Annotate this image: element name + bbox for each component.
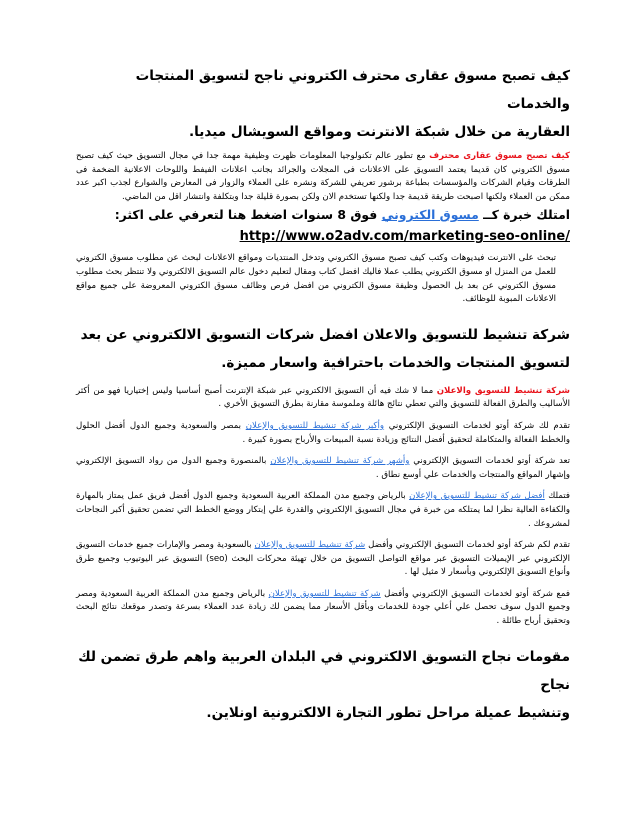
company-paragraph-6 [76,588,570,629]
experience-url[interactable] [76,226,570,248]
company-paragraph-2 [76,420,570,447]
paragraph-text: بالرياض وجميع مدن المملكة العربية السعودية وجميع الدول أفضل فريق عمل يمتاز بالمهارة والكفاءة العالية نظرا لما يمتلكه من خبرة في مجال التسويق الإلكتروني والقدرة علي إبتكار ووضع الخطط التي تضمن تحقيق أكبر النجاحات لمشروعك . [76,491,570,529]
company-paragraph-1 [76,385,570,412]
paragraph-text: بالمنصورة وجميع الدول من رواد التسويق الإلكتروني وإشهار المواقع والمنتجات والخدمات علي أوسع نطاق . [76,456,570,480]
company-link-2[interactable]: وأكبر شركة تنشيط للتسويق والإعلان [245,420,385,431]
intro-text: مع تطور عالم تكنولوجيا المعلومات ظهرت وظيفية مهمة جدا في مجال التسويق حيث كيف تصبح مسوق الكتروني كان قديما يعتمد التسويق على الاعلانات فى المجلات والجرائد بجانب اعلانات الفيفط واللوحات الاعلانية الضخمة فى الطرقات وقيام الشركات والمؤسسات بطباعة برشور تعريفي للشركة ونشره على العملاء والزوار فى المعارض والشوارع لجذب اكبر عدد ممكن من العملاء ولكنها اصبحت طريقة قديمة جدا ولكنها تستخدم الان ولكن بصورة قليلة جدا وبتكلفة وانتشار اقل من الماضي. [76,151,570,202]
experience-paragraph: تبحث على الانترنت فيديوهات وكتب كيف تصبح مسوق الكتروني وتدخل المنتديات ومواقع الاعلانات لبحث عن مطلوب مسوق الكتروني للعمل من المنزل او مسوق الكتروني يطلب عملا فاليك افضل كتاب ومقال لتعليم دخول عالم التسويق الالكتروني ولا تنتظر بحث مطلوب مسوق الكتروني عن بعد بل الحصول وظيفة مسوق الكتروني من افضل فرص وظائف مسوق الكتروني المعروضة على جميع مواقع الاعلانات المبوبة للوظائف. [76,253,556,305]
intro-paragraph [76,150,570,204]
company-lead: شركة تنشيط للتسويق والاعلان [436,385,571,396]
paragraph-text: تقدم لكم شركة أوتو لخدمات التسويق الإلكتروني وأفضل [365,540,570,551]
intro-lead: كيف تصبح مسوق عقارى محترف [429,151,570,161]
company-paragraph-3 [76,455,570,482]
experience-heading [76,204,570,226]
experience-link[interactable]: مسوق الكتروني [381,207,479,223]
section-heading-3 [76,643,570,727]
paragraph-text: بالرياض وجميع مدن المملكة العربية السعودية ومصر وجميع الدول سوف تحصل علي أعلي جودة للخدمات وبأقل الأسعار مما يضمن لك زيادة عدد العملاء بسرعة وتصدر موقعك نتائج البحث وتحقيق أرباح طائلة . [76,588,570,627]
section-heading-3-line-1: مقومات نجاح التسويق الالكتروني في البلدان العربية واهم طرق تضمن لك نجاح [78,648,570,693]
company-link-5[interactable]: شركة تنشيط للتسويق والإعلان [254,540,366,551]
experience-url-text[interactable]: http://www.o2adv.com/marketing-seo-online/ [239,229,570,245]
company-paragraph-4 [76,490,570,531]
section-heading-2-line-1: شركة تنشيط للتسويق والاعلان افضل شركات التسويق الالكتروني عن بعد [80,326,570,343]
section-heading-2-line-2: لتسويق المنتجات والخدمات باحترافية واسعار مميزة. [221,354,570,371]
paragraph-text: بالسعودية ومصر والإمارات جميع خدمات التسويق الإلكتروني عبر الإيميلات التسويق عبر مواقع التواصل التسويق من خلال تهيئة محركات البحث (seo) التسويق عبر اليوتيوب وجميع طرق وأنواع التسويق الإلكتروني وبأسعار لا مثيل لها . [76,540,571,578]
company-link-4[interactable]: أفضل شركة تنشيط للتسويق والإعلان [409,491,545,502]
paragraph-text: تعد شركة أوتو لخدمات التسويق الإلكتروني [409,456,570,467]
experience-prefix: امتلك خبرة كــ [478,207,570,223]
main-heading [76,62,570,146]
paragraph-text: فمع شركة أوتو لخدمات التسويق الإلكتروني وأفضل [380,588,570,599]
section-heading-3-line-2: وتنشيط عميلة مراحل تطور التجارة الالكترونية اونلاين. [206,704,570,721]
experience-suffix: فوق 8 سنوات اضغط هنا لتعرفي على اكثر: [114,207,382,223]
company-paragraph-5 [76,539,570,580]
company-link-3[interactable]: وأشهر شركة تنشيط للتسويق والإعلان [270,456,410,467]
paragraph-text: بمصر والسعودية وجميع الدول أفضل الحلول والخطط الفعالة والمتكاملة لتحقيق أفضل النتائج وزيادة نسبة المبيعات والأرباح بصورة كبيرة . [76,420,570,445]
main-heading-line-2: العقارية من خلال شبكة الانترنت ومواقع السويشال ميديا. [188,124,570,140]
paragraph-text: تقدم لك شركة أوتو لخدمات التسويق الإلكتروني [384,420,570,431]
main-heading-line-1: كيف تصبح مسوق عقارى محترف الكتروني ناجح لتسويق المنتجات والخدمات [135,68,570,112]
company-link-6[interactable]: شركة تنشيط للتسويق والإعلان [268,588,381,599]
paragraph-text: فتملك [544,491,571,502]
section-heading-2 [76,321,570,377]
company-text-1: مما لا شك فيه أن التسويق الالكتروني عبر شبكة الإنترنت أصبح أساسيا وليس إختياريا فهو من أكثر الأساليب والطرق الفعالة للتسويق والتي تعطي نتائج هائلة وملموسة مقارنة بطرق التسويق الأخري . [76,385,570,410]
